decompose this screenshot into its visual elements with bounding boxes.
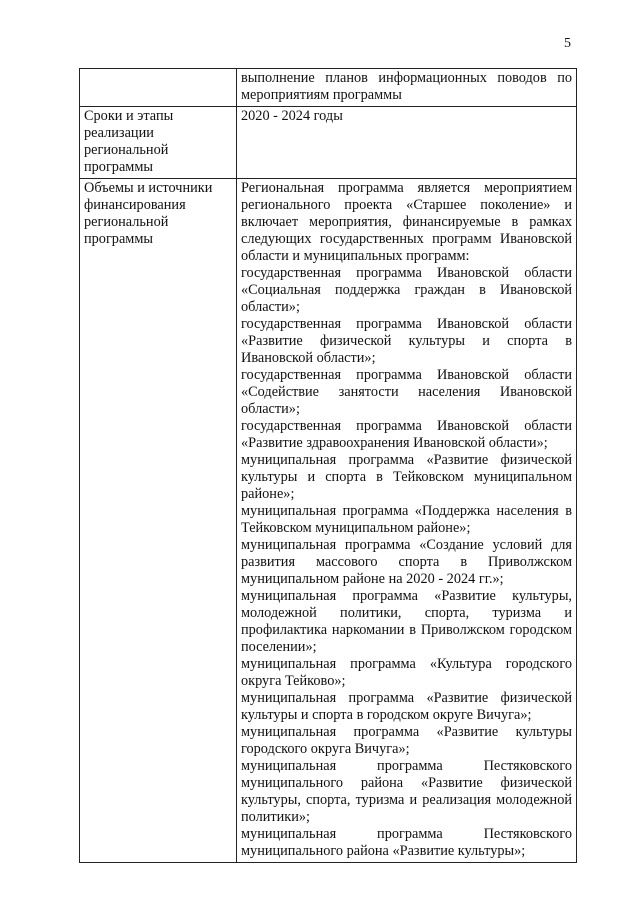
row-label-cell: Объемы и источники финансирования региональной программы [80,179,237,863]
page-number: 5 [564,36,571,51]
value-paragraph: государственная программа Ивановской области «Развитие физической культуры и спорта в Ивановской области»; [241,316,572,366]
table-row [80,107,577,179]
table-row [80,69,577,107]
value-paragraph: муниципальная программа «Развитие культуры, молодежной политики, спорта, туризма и профилактика наркомании в Приволжском городском поселении»; [241,588,572,655]
value-paragraph: муниципальная программа «Культура городского округа Тейково»; [241,656,572,689]
value-paragraph: муниципальная программа Пестяковского муниципального района «Развитие физической культуры, спорта, туризма и реализация молодежной политики»; [241,758,572,825]
value-paragraph: муниципальная программа «Поддержка населения в Тейковском муниципальном районе»; [241,503,572,536]
row-value-cell [237,69,577,107]
value-paragraph: государственная программа Ивановской области «Социальная поддержка граждан в Ивановской области»; [241,265,572,315]
value-paragraph: муниципальная программа «Развитие физической культуры и спорта в Тейковском муниципальном районе»; [241,452,572,502]
value-paragraph: Региональная программа является мероприятием регионального проекта «Старшее поколение» и включает мероприятия, финансируемые в рамках следующих государственных программ Ивановской области и муниципальных программ: [241,180,572,264]
program-passport-table [79,68,577,863]
value-paragraph: 2020 - 2024 годы [241,108,343,124]
value-paragraph: выполнение планов информационных поводов по мероприятиям программы [241,70,572,103]
value-paragraph: муниципальная программа «Развитие физической культуры и спорта в городском округе Вичуга»; [241,690,572,723]
table-row [80,179,577,863]
value-paragraph: государственная программа Ивановской области «Развитие здравоохранения Ивановской области»; [241,418,572,451]
value-paragraph: государственная программа Ивановской области «Содействие занятости населения Ивановской области»; [241,367,572,417]
row-value-cell [237,107,577,179]
value-paragraph: муниципальная программа Пестяковского муниципального района «Развитие культуры»; [241,826,572,859]
row-label-cell [80,69,237,107]
row-value-cell [237,179,577,863]
value-paragraph: муниципальная программа «Создание условий для развития массового спорта в Приволжском муниципальном районе на 2020 - 2024 гг.»; [241,537,572,587]
row-label-cell: Сроки и этапы реализации региональной программы [80,107,237,179]
value-paragraph: муниципальная программа «Развитие культуры городского округа Вичуга»; [241,724,572,757]
